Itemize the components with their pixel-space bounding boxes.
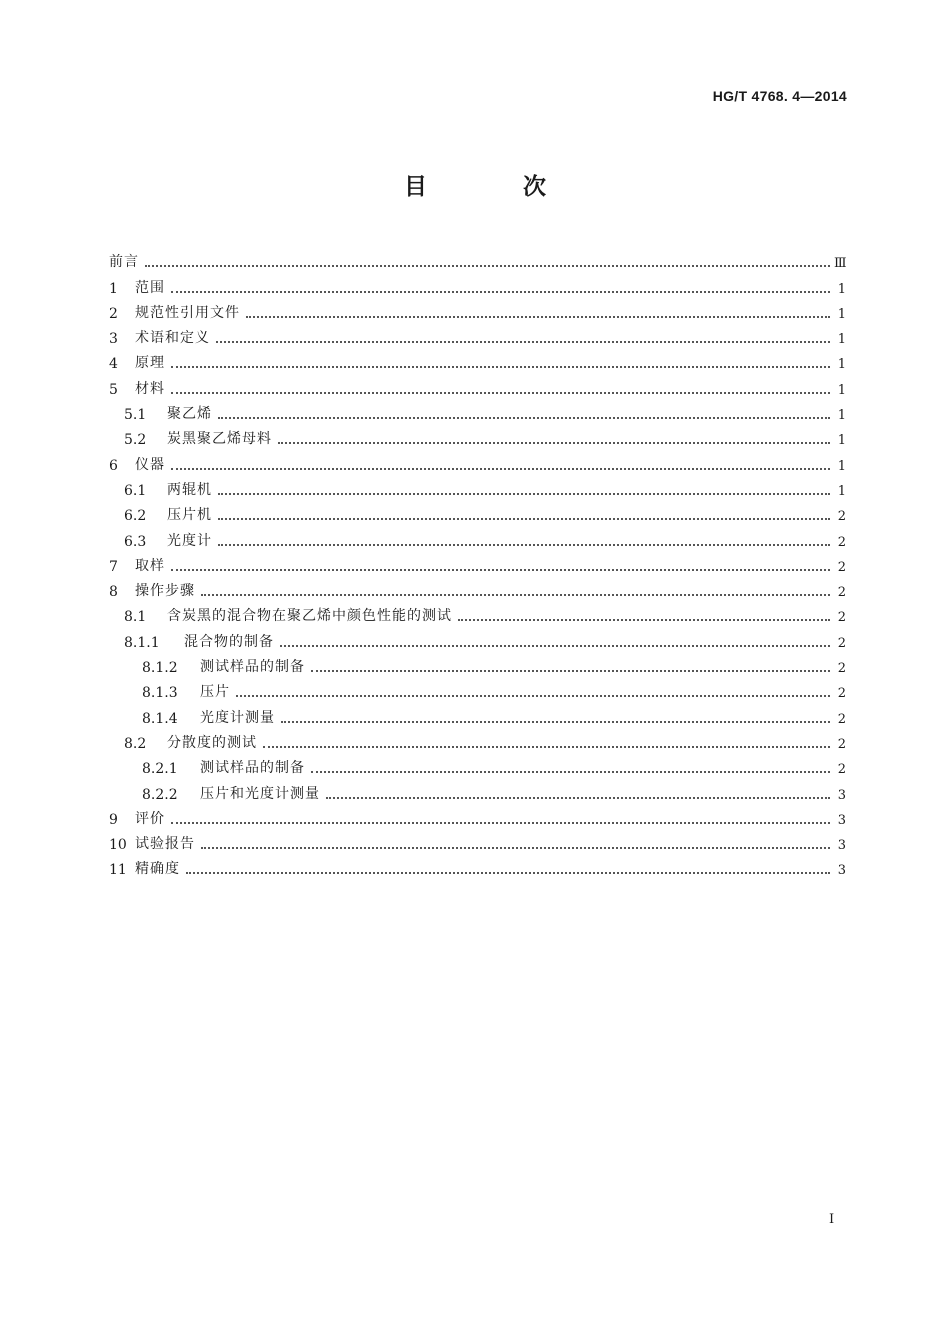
- toc-entry-number: 6.2: [124, 508, 147, 525]
- toc-entry-label: 测试样品的制备: [200, 659, 305, 676]
- toc-entry-label: 前言: [109, 254, 139, 271]
- toc-entry-page: 2: [837, 610, 846, 626]
- toc-entry-number: 8.1.1: [124, 634, 160, 651]
- toc-dot-leader: [326, 787, 830, 799]
- toc-entry[interactable]: [109, 828, 846, 853]
- toc-entry[interactable]: [109, 474, 846, 499]
- toc-entry[interactable]: [109, 499, 846, 524]
- toc-entry[interactable]: [109, 625, 846, 650]
- toc-dot-leader: [218, 483, 830, 495]
- toc-entry[interactable]: [109, 651, 846, 676]
- toc-entry-page: 3: [837, 787, 846, 803]
- toc-entry-number: 10: [109, 837, 127, 854]
- toc-entry-label: 炭黑聚乙烯母料: [167, 431, 272, 448]
- toc-entry-number: 8.1.4: [142, 710, 178, 727]
- toc-dot-leader: [458, 609, 830, 621]
- toc-entry-label: 操作步骤: [135, 583, 195, 600]
- toc-dot-leader: [201, 837, 830, 849]
- toc-entry-label: 材料: [135, 380, 165, 397]
- toc-entry-number: 6: [109, 457, 118, 474]
- toc-entry[interactable]: [109, 550, 846, 575]
- toc-entry[interactable]: [109, 246, 846, 271]
- toc-entry-page: 2: [837, 661, 846, 677]
- toc-entry-page: 1: [837, 483, 846, 499]
- toc-entry[interactable]: [109, 448, 846, 473]
- toc-dot-leader: [171, 382, 830, 394]
- toc-entry-label: 评价: [135, 810, 165, 827]
- toc-entry-label: 原理: [135, 355, 165, 372]
- toc-entry-page: 2: [837, 534, 846, 550]
- toc-entry[interactable]: [109, 271, 846, 296]
- toc-dot-leader: [171, 559, 830, 571]
- toc-entry-page: 1: [837, 458, 846, 474]
- toc-entry-page: 3: [837, 812, 846, 828]
- toc-entry-label: 仪器: [135, 456, 165, 473]
- toc-entry[interactable]: [109, 347, 846, 372]
- toc-entry-page: 1: [837, 281, 846, 297]
- toc-dot-leader: [311, 761, 830, 773]
- toc-entry-page: 2: [837, 711, 846, 727]
- toc-entry-label: 压片机: [167, 507, 212, 524]
- toc-entry-number: 1: [109, 280, 118, 297]
- toc-entry-page: 2: [837, 509, 846, 525]
- toc-entry-number: 8.1: [124, 609, 147, 626]
- toc-entry-number: 6.1: [124, 482, 147, 499]
- toc-entry[interactable]: [109, 575, 846, 600]
- toc-entry-page: 1: [837, 306, 846, 322]
- toc-entry-page: 2: [837, 585, 846, 601]
- toc-entry-label: 范围: [135, 279, 165, 296]
- toc-entry[interactable]: [109, 752, 846, 777]
- toc-entry-page: Ⅲ: [834, 256, 847, 272]
- toc-entry-page: 1: [837, 357, 846, 373]
- toc-entry-label: 取样: [135, 557, 165, 574]
- toc-entry[interactable]: [109, 372, 846, 397]
- toc-entry-label: 压片和光度计测量: [200, 785, 320, 802]
- toc-dot-leader: [145, 255, 830, 267]
- toc-entry-label: 分散度的测试: [167, 734, 257, 751]
- toc-entry-label: 两辊机: [167, 481, 212, 498]
- toc-entry-label: 规范性引用文件: [135, 304, 240, 321]
- toc-entry-number: 8.2.2: [142, 786, 178, 803]
- toc-entry[interactable]: [109, 297, 846, 322]
- toc-entry[interactable]: [109, 322, 846, 347]
- toc-entry-number: 5.2: [124, 432, 147, 449]
- toc-entry-page: 1: [837, 382, 846, 398]
- toc-entry-number: 6.3: [124, 533, 147, 550]
- toc-entry-number: 8.1.2: [142, 660, 178, 677]
- toc-entry-page: 2: [837, 559, 846, 575]
- toc-entry[interactable]: [109, 727, 846, 752]
- toc-entry-number: 4: [109, 356, 118, 373]
- toc-entry-label: 混合物的制备: [184, 633, 274, 650]
- toc-dot-leader: [278, 432, 830, 444]
- toc-entry-page: 2: [837, 686, 846, 702]
- toc-entry-label: 含炭黑的混合物在聚乙烯中颜色性能的测试: [167, 608, 452, 625]
- toc-entry-label: 精确度: [135, 861, 180, 878]
- toc-dot-leader: [263, 736, 830, 748]
- toc-dot-leader: [171, 812, 830, 824]
- toc-entry-number: 11: [109, 862, 127, 879]
- toc-dot-leader: [281, 711, 830, 723]
- toc-entry-number: 8: [109, 584, 118, 601]
- toc-entry-page: 1: [837, 332, 846, 348]
- toc-entry-label: 术语和定义: [135, 330, 210, 347]
- toc-entry-number: 5: [109, 381, 118, 398]
- toc-entry[interactable]: [109, 398, 846, 423]
- toc-dot-leader: [216, 331, 830, 343]
- toc-entry-label: 压片: [200, 684, 230, 701]
- toc-dot-leader: [201, 584, 830, 596]
- toc-dot-leader: [311, 660, 830, 672]
- toc-entry-label: 光度计: [167, 532, 212, 549]
- toc-entry[interactable]: [109, 676, 846, 701]
- toc-dot-leader: [236, 685, 830, 697]
- page-folio: Ⅰ: [829, 1212, 835, 1227]
- toc-dot-leader: [171, 281, 830, 293]
- toc-dot-leader: [171, 356, 830, 368]
- toc-dot-leader: [280, 635, 830, 647]
- toc-entry-number: 2: [109, 305, 118, 322]
- toc-entry-page: 2: [837, 635, 846, 651]
- toc-entry-number: 7: [109, 558, 118, 575]
- toc-entry[interactable]: [109, 853, 846, 878]
- toc-entry-page: 1: [837, 433, 846, 449]
- toc-dot-leader: [218, 534, 830, 546]
- toc-dot-leader: [171, 458, 830, 470]
- toc-entry-page: 3: [837, 838, 846, 854]
- toc-entry[interactable]: [109, 803, 846, 828]
- toc-entry[interactable]: [109, 701, 846, 726]
- toc-entry-label: 试验报告: [135, 836, 195, 853]
- page-title: 目 次: [403, 174, 590, 200]
- toc-dot-leader: [246, 306, 830, 318]
- toc-dot-leader: [218, 508, 830, 520]
- toc-entry[interactable]: [109, 777, 846, 802]
- toc-entry-number: 8.1.3: [142, 685, 178, 702]
- table-of-contents: [109, 246, 846, 878]
- toc-entry-number: 9: [109, 811, 118, 828]
- toc-entry-number: 8.2.1: [142, 761, 178, 778]
- toc-entry-label: 测试样品的制备: [200, 760, 305, 777]
- toc-dot-leader: [186, 862, 830, 874]
- toc-entry-label: 光度计测量: [200, 709, 275, 726]
- toc-entry-page: 2: [837, 736, 846, 752]
- toc-entry-number: 5.1: [124, 407, 147, 424]
- toc-entry[interactable]: [109, 423, 846, 448]
- toc-entry-number: 8.2: [124, 735, 147, 752]
- toc-entry[interactable]: [109, 600, 846, 625]
- toc-entry-page: 2: [837, 762, 846, 778]
- toc-entry-page: 3: [837, 863, 846, 879]
- toc-entry-number: 3: [109, 331, 118, 348]
- toc-entry-label: 聚乙烯: [167, 406, 212, 423]
- standard-code: HG/T 4768. 4—2014: [712, 88, 847, 104]
- toc-entry[interactable]: [109, 524, 846, 549]
- toc-dot-leader: [218, 407, 830, 419]
- toc-entry-page: 1: [837, 408, 846, 424]
